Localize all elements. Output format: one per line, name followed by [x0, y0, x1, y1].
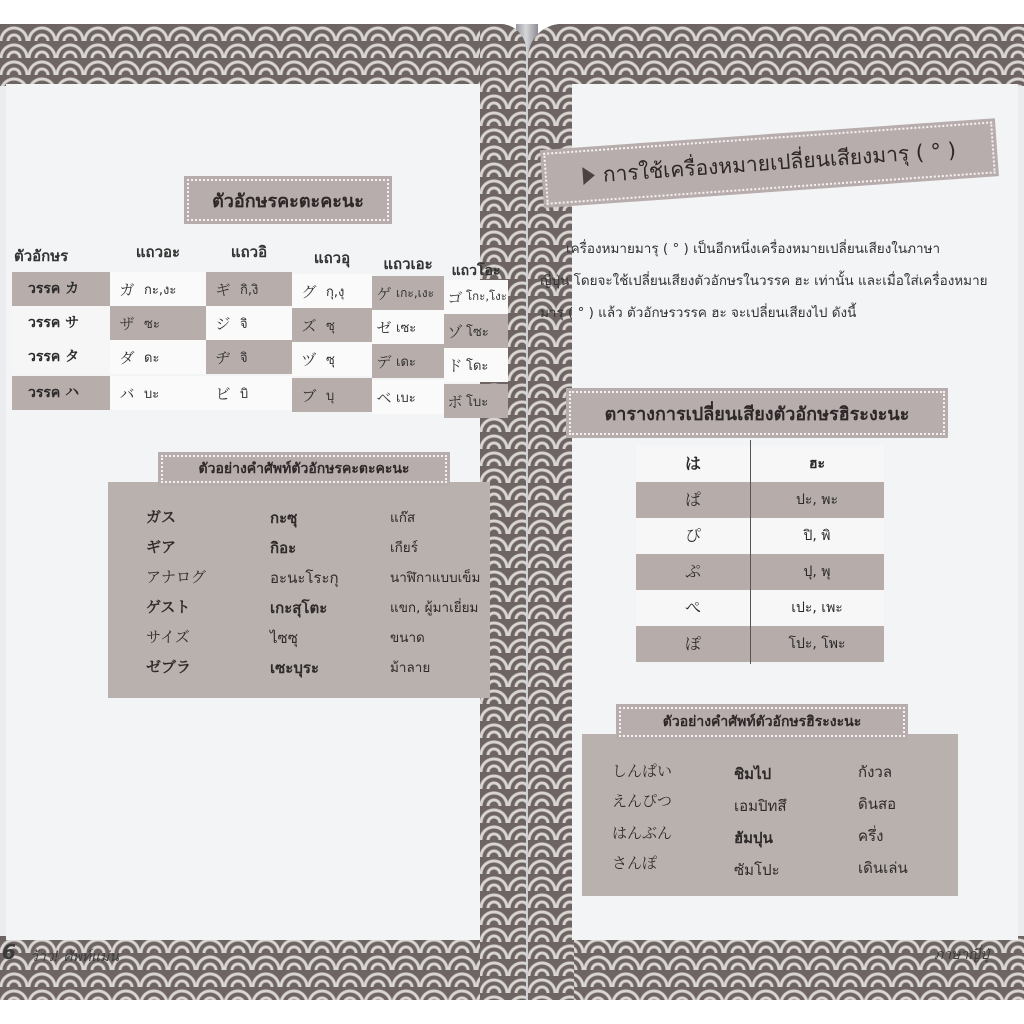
thai-reading: ดะ: [144, 350, 160, 366]
kana-char: ジ: [215, 314, 231, 333]
vocab-meaning: แก๊ส: [390, 510, 416, 526]
hiragana-table-title: ตารางการเปลี่ยนเสียงตัวอักษรฮิระงะนะ: [566, 388, 948, 438]
vocab-meaning: นาฬิกาแบบเข็ม: [390, 570, 481, 586]
thai-reading: เซะ: [396, 320, 417, 336]
katakana-vocab-title: ตัวอย่างคำศัพท์ตัวอักษรคะตะคะนะ: [158, 452, 450, 486]
thai-reading: โกะ,โงะ: [466, 289, 507, 303]
kana-char: バ: [119, 384, 135, 403]
table-cell: [206, 306, 292, 340]
thai-reading: จิ: [240, 350, 248, 366]
table-cell: [444, 348, 508, 382]
table-cell: [206, 340, 292, 374]
vocab-word-jp: しんぱい: [612, 762, 673, 780]
row-thai: โปะ, โพะ: [788, 636, 846, 652]
table-cell: [444, 314, 508, 348]
vocab-word-jp: ゲスト: [146, 598, 191, 616]
vocab-reading: อะนะโระกุ: [270, 569, 339, 587]
table-cell: [292, 378, 372, 412]
vocab-reading: ชิมไป: [734, 765, 772, 783]
row-kana: ぴ: [684, 526, 701, 545]
hiragana-vocab-title: ตัวอย่างคำศัพท์ตัวอักษรฮิระงะนะ: [616, 704, 908, 740]
kana-char: ギ: [215, 280, 231, 299]
kana-char: ヂ: [215, 348, 231, 367]
kana-char: ブ: [301, 386, 317, 405]
left-footer-title: ว้าว! ศัพท์แม่น: [30, 949, 119, 965]
table-row: [636, 626, 884, 662]
row-label: วรรค ハ: [12, 376, 110, 410]
right-footer-title: ภาษาญี่ปุ่: [934, 947, 989, 963]
vocab-reading: กะซุ: [270, 509, 298, 527]
kana-char: ガ: [119, 280, 135, 299]
vocab-meaning: เกียร์: [390, 540, 418, 556]
table-cell: [444, 384, 508, 418]
kana-char: ゲ: [376, 284, 392, 303]
vocab-meaning: เดินเล่น: [858, 859, 908, 877]
thai-reading: เดะ: [396, 354, 416, 370]
table-cell: [372, 276, 444, 310]
kana-char: ゼ: [376, 318, 392, 337]
column-header: แถวโอะ: [451, 263, 501, 279]
kana-char: ザ: [119, 314, 135, 333]
vocab-meaning: ม้าลาย: [390, 660, 431, 676]
row-thai: ปิ, พิ: [803, 528, 831, 544]
table-row: [636, 590, 884, 626]
thai-reading: บุ: [326, 388, 335, 404]
vocab-reading: ซัมโปะ: [734, 861, 780, 879]
table-cell: [292, 308, 372, 342]
vocab-word-jp: ギア: [146, 538, 177, 556]
arrow-icon: [582, 166, 595, 185]
kana-char: ボ: [447, 392, 463, 411]
vocab-word-jp: さんぽ: [612, 854, 658, 872]
column-header: แถวอิ: [230, 243, 268, 261]
kana-char: ズ: [301, 316, 317, 335]
table-cell: [372, 310, 444, 344]
maru-title-text: การใช้เครื่องหมายเปลี่ยนเสียงมารุ ( ° ): [602, 137, 957, 187]
table-cell: [292, 274, 372, 308]
row-label: วรรค サ: [12, 306, 110, 340]
kana-char: グ: [301, 282, 317, 301]
header-thai: ฮะ: [808, 456, 826, 472]
table-cell: [110, 272, 206, 306]
vocab-meaning: แขก, ผู้มาเยี่ยม: [390, 600, 479, 616]
table-header-label: ตัวอักษร: [14, 247, 69, 265]
thai-reading: ซุ: [326, 318, 335, 334]
vocab-reading: เอมปิทสึ: [734, 797, 787, 815]
table-header-row: [636, 446, 884, 482]
table-row: [636, 482, 884, 518]
thai-reading: โบะ: [466, 394, 489, 410]
vocab-reading: ฮัมปุน: [734, 829, 773, 847]
thai-reading: กุ,งุ: [326, 284, 345, 300]
thai-reading: โดะ: [466, 358, 489, 374]
table-row: [636, 554, 884, 590]
vocab-meaning: ขนาด: [390, 630, 425, 646]
vocab-word-jp: アナログ: [146, 568, 207, 586]
wave-border-top: [528, 24, 1024, 86]
vocab-word-jp: サイズ: [146, 628, 190, 646]
thai-reading: กิ,งิ: [240, 282, 259, 298]
thai-reading: โซะ: [466, 324, 489, 340]
table-row: [636, 518, 884, 554]
thai-reading: บิ: [240, 386, 249, 402]
table-cell: [372, 380, 444, 414]
kana-char: ダ: [119, 348, 135, 367]
paragraph-line: ญี่ปุ่น โดยจะใช้เปลี่ยนเสียงตัวอักษรในวรรค ฮะ เท่านั้น และเมื่อใส่เครื่องหมาย: [540, 273, 988, 289]
row-kana: ぷ: [684, 562, 701, 581]
thai-reading: จิ: [240, 316, 248, 332]
vocab-word-jp: ゼブラ: [146, 658, 192, 676]
vocab-reading: เกะสุโตะ: [270, 599, 328, 617]
row-kana: ぽ: [684, 634, 701, 653]
table-cell: [206, 272, 292, 306]
column-header: แถวเอะ: [383, 255, 433, 273]
thai-reading: ซะ: [144, 316, 160, 332]
kana-char: ゴ: [447, 288, 463, 307]
vocab-reading: ไซซุ: [270, 629, 298, 647]
kana-char: ヅ: [301, 350, 317, 369]
vocab-reading: กิอะ: [270, 539, 297, 557]
page-number: 6: [2, 940, 16, 964]
vocab-word-jp: えんぴつ: [612, 792, 673, 810]
kana-char: ベ: [376, 388, 392, 407]
vocab-reading: เซะบุระ: [270, 659, 319, 677]
table-cell: [110, 340, 206, 374]
row-thai: เปะ, เพะ: [791, 600, 843, 616]
table-cell: [110, 376, 206, 410]
thai-reading: กะ,งะ: [144, 282, 177, 298]
table-divider: [750, 440, 751, 664]
kana-char: デ: [376, 352, 392, 371]
header-kana: は: [684, 454, 701, 473]
column-header: แถวอุ: [313, 249, 351, 267]
vocab-word-jp: ガス: [146, 508, 177, 526]
paragraph-line: เครื่องหมายมารุ ( ° ) เป็นอีกหนึ่งเครื่องหมายเปลี่ยนเสียงในภาษา: [566, 241, 941, 257]
thai-reading: ซุ: [326, 352, 335, 368]
row-thai: ปะ, พะ: [795, 492, 839, 508]
kana-char: ド: [447, 356, 463, 375]
thai-reading: เบะ: [396, 390, 416, 406]
thai-reading: บะ: [144, 386, 160, 402]
row-label: วรรค タ: [12, 340, 110, 374]
table-cell: [110, 306, 206, 340]
paragraph-line: มารุ ( ° ) แล้ว ตัวอักษรวรรค ฮะ จะเปลี่ยนเสียงไป ดังนี้: [540, 305, 857, 321]
table-cell: [206, 376, 292, 410]
row-kana: ぺ: [684, 598, 701, 617]
vocab-meaning: กังวล: [858, 763, 893, 781]
kana-char: ゾ: [447, 322, 463, 341]
row-thai: ปุ, พุ: [803, 564, 831, 580]
thai-reading: เกะ,เงะ: [396, 285, 435, 300]
vocab-meaning: ครึ่ง: [858, 827, 884, 845]
kana-char: ビ: [215, 384, 231, 403]
wave-border-top: [0, 24, 526, 86]
katakana-title: ตัวอักษรคะตะคะนะ: [184, 176, 392, 224]
vocab-word-jp: はんぶん: [612, 824, 673, 842]
vocab-meaning: ดินสอ: [858, 795, 897, 813]
column-header: แถวอะ: [135, 243, 181, 261]
table-cell: [444, 280, 508, 314]
row-label: วรรค カ: [12, 272, 110, 306]
table-cell: [292, 342, 372, 376]
row-kana: ぱ: [684, 490, 701, 509]
table-cell: [372, 344, 444, 378]
